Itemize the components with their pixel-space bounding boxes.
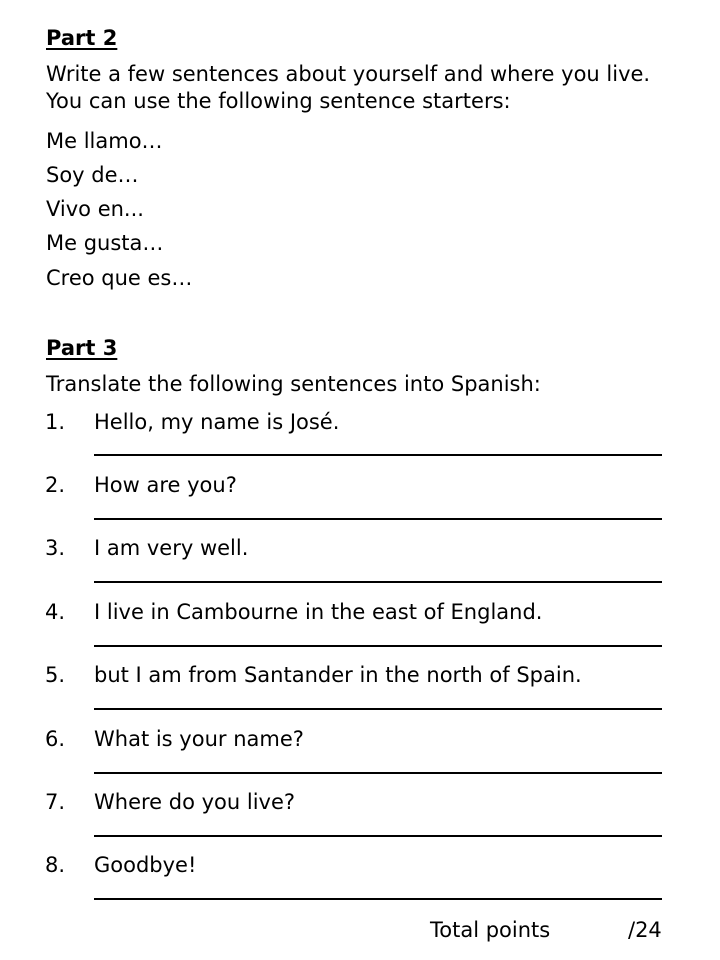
- sentence-to-translate: What is your name?: [94, 727, 304, 751]
- answer-line[interactable]: [94, 708, 662, 710]
- starter-item: Soy de…: [46, 163, 139, 187]
- starter-item: Me llamo…: [46, 129, 163, 153]
- answer-line[interactable]: [94, 581, 662, 583]
- answer-line[interactable]: [94, 772, 662, 774]
- item-number: 2.: [45, 473, 66, 497]
- sentence-to-translate: I am very well.: [94, 536, 249, 560]
- answer-line[interactable]: [94, 518, 662, 520]
- sentence-to-translate: Hello, my name is José.: [94, 410, 340, 434]
- sentence-to-translate: but I am from Santander in the north of Spain.: [94, 663, 582, 687]
- sentence-to-translate: How are you?: [94, 473, 237, 497]
- item-number: 8.: [45, 853, 66, 877]
- part2-heading: Part 2: [46, 26, 118, 50]
- sentence-to-translate: I live in Cambourne in the east of England.: [94, 600, 543, 624]
- item-number: 3.: [45, 536, 66, 560]
- answer-line[interactable]: [94, 898, 662, 900]
- total-points-score: /24: [628, 918, 662, 942]
- item-number: 5.: [45, 663, 66, 687]
- part3-heading: Part 3: [46, 336, 118, 360]
- item-number: 6.: [45, 727, 66, 751]
- part3-instruction: Translate the following sentences into Spanish:: [46, 372, 541, 396]
- part2-instruction-line1: Write a few sentences about yourself and where you live.: [46, 62, 651, 86]
- item-number: 1.: [45, 410, 66, 434]
- starter-item: Me gusta…: [46, 231, 164, 255]
- answer-line[interactable]: [94, 645, 662, 647]
- answer-line[interactable]: [94, 454, 662, 456]
- starter-item: Vivo en...: [46, 197, 144, 221]
- sentence-to-translate: Goodbye!: [94, 853, 197, 877]
- part2-instruction-line2: You can use the following sentence starters:: [46, 89, 511, 113]
- answer-line[interactable]: [94, 835, 662, 837]
- sentence-to-translate: Where do you live?: [94, 790, 296, 814]
- item-number: 7.: [45, 790, 66, 814]
- item-number: 4.: [45, 600, 66, 624]
- starter-item: Creo que es…: [46, 266, 193, 290]
- total-points-label: Total points: [430, 918, 551, 942]
